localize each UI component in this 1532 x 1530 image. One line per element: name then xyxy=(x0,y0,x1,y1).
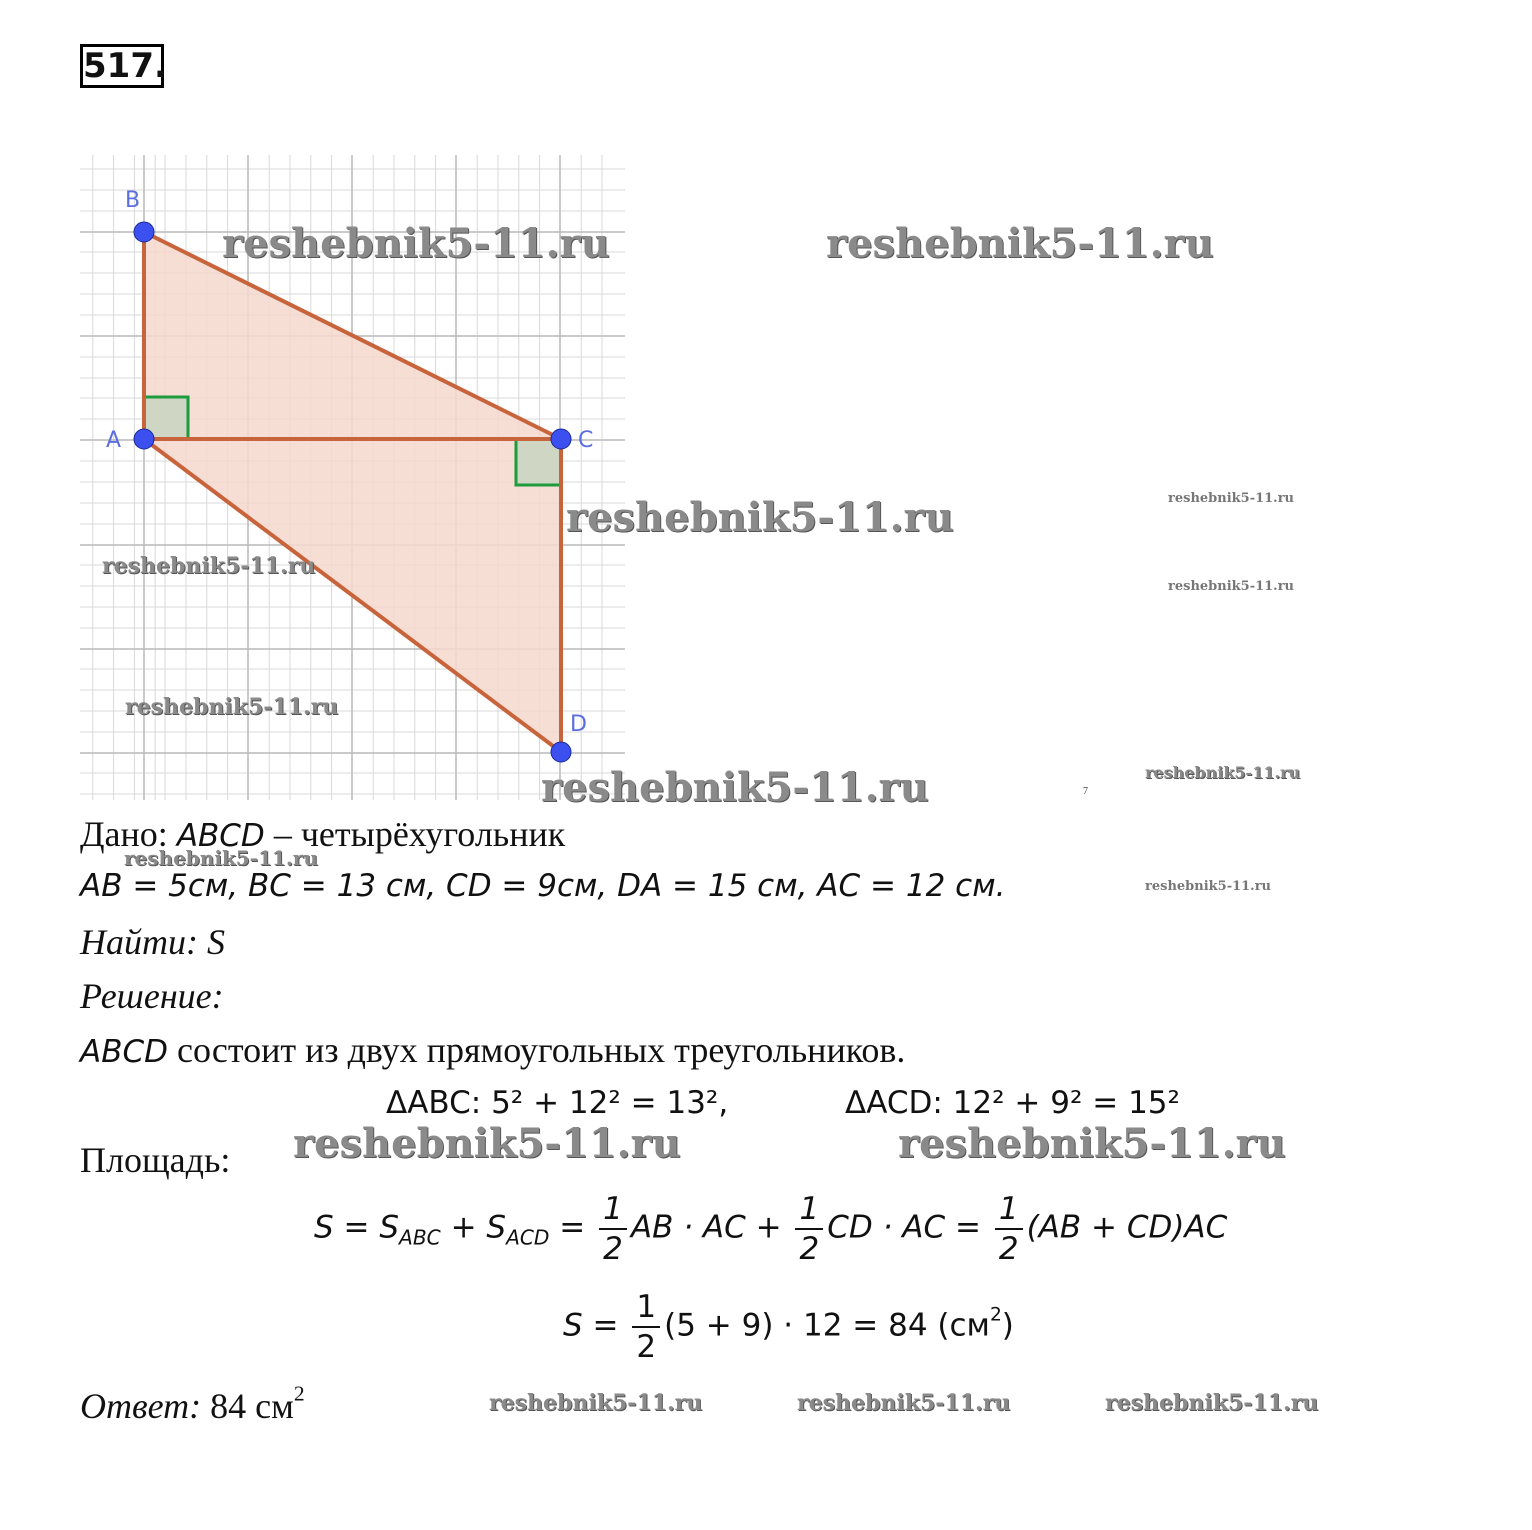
point-c xyxy=(551,429,571,449)
find-label: Найти xyxy=(80,922,186,962)
watermark: reshebnik5-11.ru xyxy=(1145,763,1301,782)
given-figure: ABCD xyxy=(176,818,265,854)
watermark: reshebnik5-11.ru xyxy=(1105,1390,1319,1416)
fraction-half: $\frac{1}{2}$ xyxy=(995,1190,1023,1268)
watermark: reshebnik5-11.ru xyxy=(541,764,929,811)
watermark: reshebnik5-11.ru xyxy=(489,1390,703,1416)
watermark: reshebnik5-11.ru xyxy=(797,1390,1011,1416)
fraction-half: $\frac{1}{2}$ xyxy=(632,1288,660,1366)
watermark: reshebnik5-11.ru xyxy=(1168,491,1295,506)
watermark: reshebnik5-11.ru xyxy=(293,1120,681,1167)
watermark: reshebnik5-11.ru xyxy=(826,220,1214,267)
solution-label: Решение xyxy=(80,976,212,1016)
watermark: reshebnik5-11.ru xyxy=(102,553,316,579)
answer-line xyxy=(80,1381,305,1426)
point-b xyxy=(134,222,154,242)
find-value: S xyxy=(207,922,225,962)
stray-mark: 7 xyxy=(1083,786,1088,797)
problem-number: 517. xyxy=(80,44,164,88)
statement-rest: состоит из двух прямоугольных треугольников. xyxy=(168,1030,906,1070)
area-result: S = $\frac{1}{2}$ (5 + 9) · 12 = 84 $(см^2)$ xyxy=(563,1289,1014,1365)
point-a xyxy=(134,429,154,449)
watermark: reshebnik5-11.ru xyxy=(566,494,954,541)
given-rest: – четырёхугольник xyxy=(264,814,566,854)
watermark: reshebnik5-11.ru xyxy=(124,846,318,870)
find-line: Найти: S xyxy=(80,922,225,962)
answer-power: 2 xyxy=(293,1381,305,1406)
fraction-half: $\frac{1}{2}$ xyxy=(599,1190,627,1268)
watermark: reshebnik5-11.ru xyxy=(125,694,339,720)
area-formula: $S = S_{ABC} + S_{ACD}$ = $\frac{1}{2}$ AB · AC + $\frac{1}{2}$ CD · AC = $\frac{1}{2}$ (AB + CD)AC xyxy=(314,1191,1228,1267)
answer-value: 84 см xyxy=(210,1386,294,1426)
label-a: A xyxy=(106,428,122,453)
watermark: reshebnik5-11.ru xyxy=(222,220,610,267)
label-c: C xyxy=(578,428,594,453)
equation-abc: ΔABC: 5² + 12² = 13², xyxy=(386,1085,729,1121)
area-label: Площадь: xyxy=(80,1140,231,1180)
watermark: reshebnik5-11.ru xyxy=(898,1120,1286,1167)
fraction-half: $\frac{1}{2}$ xyxy=(795,1190,823,1268)
equation-acd: ΔACD: 12² + 9² = 15² xyxy=(845,1085,1180,1121)
label-b: B xyxy=(125,188,141,213)
solution-statement xyxy=(80,1030,905,1072)
given-data: AB = 5см, BC = 13 см, CD = 9см, DA = 15 см, AC = 12 см. xyxy=(80,868,1006,904)
watermark: reshebnik5-11.ru xyxy=(1145,879,1272,894)
label-d: D xyxy=(570,712,587,737)
statement-figure: ABCD xyxy=(80,1034,168,1070)
answer-label: Ответ: xyxy=(80,1386,202,1426)
given-line xyxy=(80,814,565,856)
watermark: reshebnik5-11.ru xyxy=(1168,579,1295,594)
solution-label-line: Решение: xyxy=(80,976,224,1016)
point-d xyxy=(551,742,571,762)
given-label: Дано: xyxy=(80,814,168,854)
